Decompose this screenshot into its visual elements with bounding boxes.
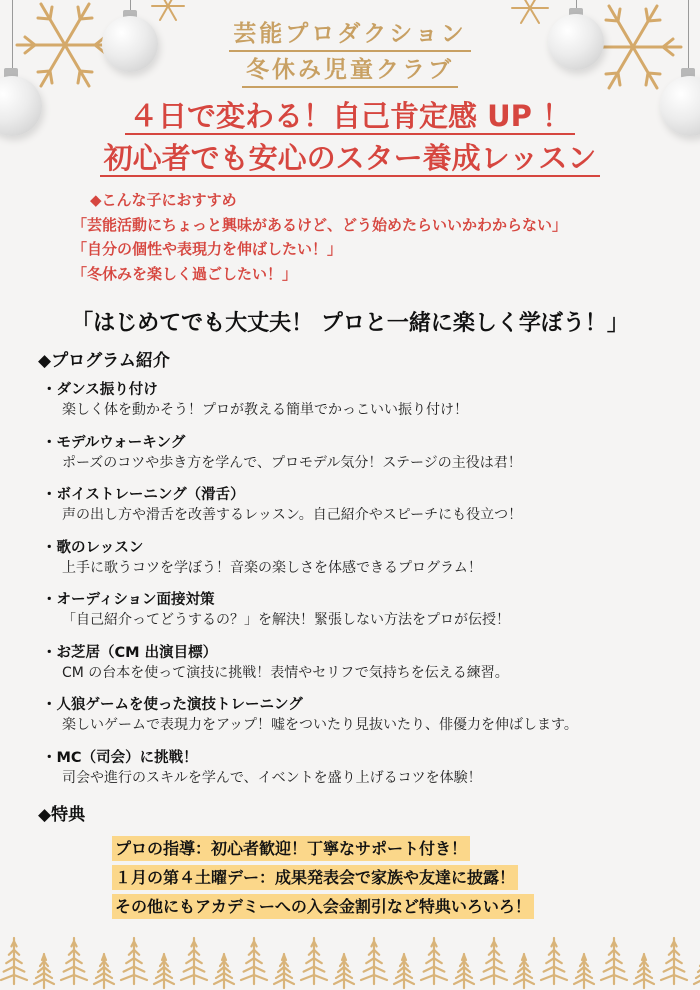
tree-icon — [634, 954, 654, 988]
benefits-list — [112, 836, 534, 923]
program-desc: CM の台本を使って演技に挑戦！表情やセリフで気持ちを伝える練習。 — [62, 664, 509, 681]
tree-icon — [394, 954, 414, 988]
program-item — [42, 590, 682, 643]
org-name: 芸能プロダクション — [229, 18, 471, 52]
program-heading: ◆プログラム紹介 — [38, 351, 170, 371]
club-name: 冬休み児童クラブ — [242, 54, 458, 88]
recommend-section — [72, 188, 567, 286]
tree-icon — [601, 938, 627, 984]
program-title: ・ボイストレーニング（滑舌） — [42, 487, 245, 503]
tree-icon — [574, 954, 594, 988]
program-title: ・歌のレッスン — [42, 539, 144, 556]
headline-main: ４日で変わる！自己肯定感 UP ！ — [125, 99, 575, 135]
tree-icon — [421, 938, 447, 984]
program-item — [42, 748, 682, 801]
recommend-item: 「芸能活動にちょっと興味があるけど、どう始めたらいいかわからない」 — [72, 215, 568, 234]
recommend-heading: ◆こんな子におすすめ — [90, 191, 237, 209]
program-desc: ポーズのコツや歩き方を学んで、プロモデル気分！ステージの主役は君！ — [62, 454, 522, 471]
tree-icon — [241, 938, 267, 984]
headline-sub: 初心者でも安心のスター養成レッスン — [100, 141, 601, 177]
tree-icon — [361, 938, 387, 984]
program-title: ・オーディション面接対策 — [42, 592, 215, 608]
program-list — [42, 380, 682, 800]
program-desc: 声の出し方や滑舌を改善するレッスン。自己紹介やスピーチにも役立つ！ — [62, 507, 523, 523]
program-title: ・MC（司会）に挑戦！ — [42, 749, 198, 766]
recommend-item: 「冬休みを楽しく過ごしたい！」 — [72, 264, 298, 283]
tree-border — [0, 930, 700, 990]
tree-icon — [541, 938, 567, 984]
program-title: ・人狼ゲームを使った演技トレーニング — [42, 697, 303, 713]
tree-icon — [34, 954, 54, 988]
program-title: ・お芝居（CM 出演目標） — [42, 644, 218, 661]
header — [0, 18, 700, 178]
slogan: 「はじめてでも大丈夫！ プロと一緒に楽しく学ぼう！」 — [71, 311, 629, 336]
program-desc: 楽しく体を動かそう！プロが教える簡単でかっこいい振り付け！ — [62, 402, 468, 418]
program-title: ・ダンス振り付け — [42, 382, 158, 398]
recommend-item: 「自分の個性や表現力を伸ばしたい！」 — [72, 240, 343, 258]
program-item — [42, 695, 682, 748]
program-desc: 楽しいゲームで表現力をアップ！嘘をついたり見抜いたり、俳優力を伸ばします。 — [62, 717, 578, 733]
program-item — [42, 433, 682, 486]
tree-icon — [694, 954, 700, 988]
program-desc: 上手に歌うコツを学ぼう！音楽の楽しさを体感できるプログラム！ — [62, 559, 482, 576]
tree-icon — [301, 938, 327, 984]
program-item — [42, 485, 682, 538]
tree-icon — [454, 954, 474, 988]
tree-icon — [94, 954, 114, 988]
tree-icon — [181, 938, 207, 984]
program-title: ・モデルウォーキング — [42, 434, 186, 451]
tree-icon — [214, 954, 234, 988]
tree-icon — [481, 938, 507, 984]
tree-icon — [334, 954, 354, 988]
program-item — [42, 380, 682, 433]
tree-icon — [514, 954, 534, 988]
tree-icon — [274, 954, 294, 988]
tree-icon — [1, 938, 27, 984]
tree-icon — [154, 954, 174, 988]
benefit-item: その他にもアカデミーへの入会金割引など特典いろいろ！ — [112, 894, 534, 919]
program-item — [42, 538, 682, 591]
benefits-heading: ◆特典 — [38, 805, 86, 825]
program-item — [42, 643, 682, 696]
benefit-item: プロの指導：初心者歓迎！丁寧なサポート付き！ — [112, 836, 470, 861]
program-desc: 司会や進行のスキルを学んで、イベントを盛り上げるコツを体験！ — [62, 769, 482, 786]
tree-icon — [661, 938, 687, 984]
tree-icon — [121, 938, 147, 984]
program-desc: 「自己紹介ってどうするの？」を解決！緊張しない方法をプロが伝授！ — [62, 612, 510, 628]
tree-icon — [61, 938, 87, 984]
benefit-item: １月の第４土曜デー：成果発表会で家族や友達に披露！ — [112, 865, 518, 890]
